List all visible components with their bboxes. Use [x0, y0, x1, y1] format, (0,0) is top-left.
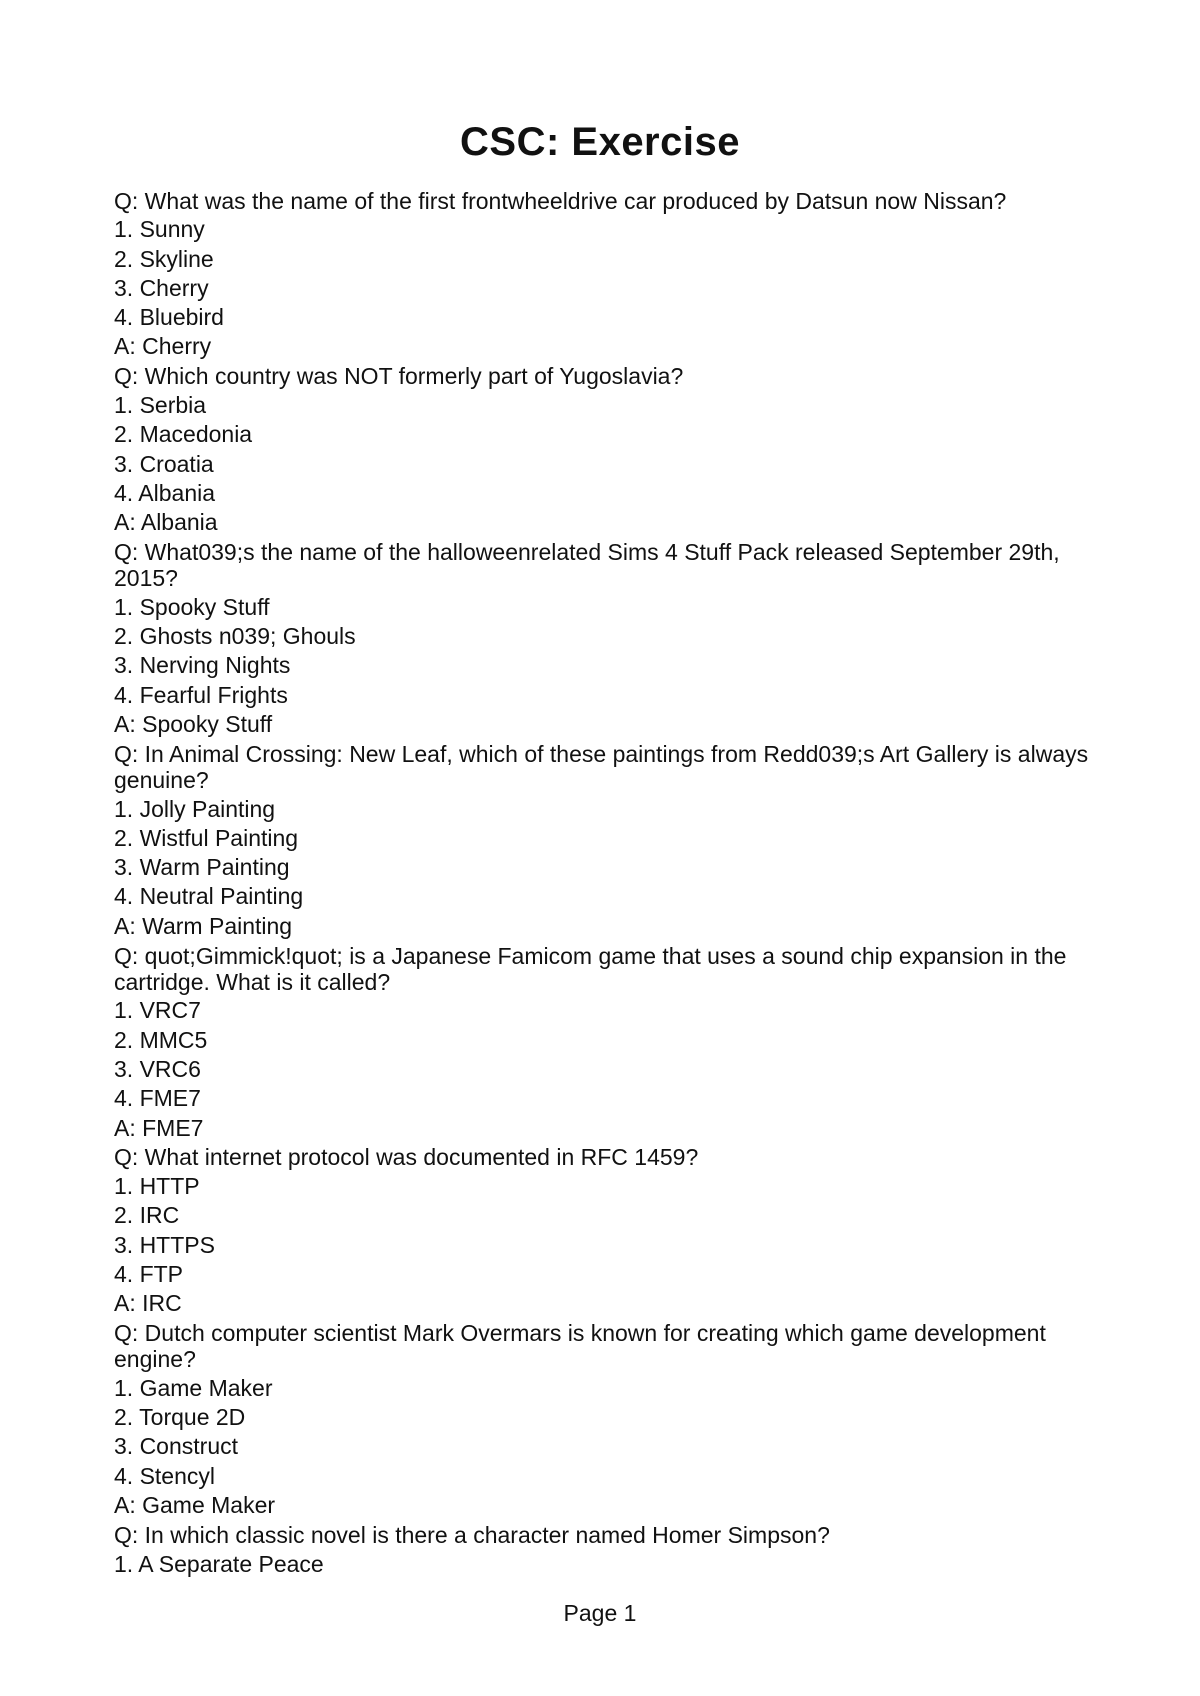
answer-option: 4. Fearful Frights [114, 681, 288, 708]
question-block [114, 362, 1094, 538]
answer-option: 4. Neutral Painting [114, 883, 304, 910]
question-text: Q: What internet protocol was documented in RFC 1459? [114, 1144, 699, 1171]
answer-option: 2. Macedonia [114, 421, 253, 448]
correct-answer: A: Warm Painting [114, 912, 293, 939]
correct-answer: A: Cherry [114, 333, 212, 360]
question-text: Q: What039;s the name of the halloweenrelated Sims 4 Stuff Pack released September 29th, 2015? [114, 539, 1060, 592]
question-block [114, 1143, 1094, 1319]
page-title: CSC: Exercise [460, 120, 740, 164]
answer-option: 2. MMC5 [114, 1026, 208, 1053]
question-text: Q: What was the name of the first frontwheeldrive car produced by Datsun now Nissan? [114, 187, 1007, 214]
question-text: Q: Which country was NOT formerly part of Yugoslavia? [114, 363, 684, 390]
correct-answer: A: Albania [114, 509, 218, 536]
answer-option: 4. FTP [114, 1261, 184, 1287]
answer-option: 3. VRC6 [114, 1055, 201, 1082]
answer-option: 1. VRC7 [114, 997, 201, 1024]
correct-answer: A: IRC [114, 1290, 182, 1317]
answer-option: 2. Torque 2D [114, 1404, 246, 1431]
answer-option: 1. Serbia [114, 392, 207, 419]
correct-answer: A: FME7 [114, 1114, 204, 1141]
answer-option: 1. A Separate Peace [114, 1550, 324, 1577]
answer-option: 1. Spooky Stuff [114, 593, 270, 620]
question-list [114, 186, 1094, 1579]
answer-option: 4. Stencyl [114, 1462, 215, 1489]
answer-option: 4. Bluebird [114, 304, 224, 331]
question-block [114, 1520, 1094, 1579]
question-block [114, 1319, 1094, 1521]
answer-option: 2. Ghosts n039; Ghouls [114, 623, 356, 650]
answer-option: 3. Nerving Nights [114, 652, 291, 679]
question-text: Q: quot;Gimmick!quot; is a Japanese Famicom game that uses a sound chip expansion in the cartridge. What is it called? [114, 942, 1067, 995]
question-text: Q: In Animal Crossing: New Leaf, which of these paintings from Redd039;s Art Gallery is always genuine? [114, 740, 1089, 793]
question-block [114, 739, 1094, 941]
correct-answer: A: Spooky Stuff [114, 711, 273, 737]
answer-option: 3. HTTPS [114, 1231, 215, 1258]
answer-option: 2. Skyline [114, 245, 214, 272]
answer-option: 1. Sunny [114, 216, 205, 243]
page-number: Page 1 [563, 1600, 637, 1626]
question-text: Q: In which classic novel is there a character named Homer Simpson? [114, 1521, 830, 1548]
correct-answer: A: Game Maker [114, 1492, 276, 1519]
question-block [114, 538, 1094, 740]
answer-option: 4. Albania [114, 479, 216, 506]
answer-option: 2. Wistful Painting [114, 824, 299, 851]
question-block [114, 186, 1094, 362]
answer-option: 1. Jolly Painting [114, 795, 276, 822]
answer-option: 1. Game Maker [114, 1374, 273, 1401]
question-text: Q: Dutch computer scientist Mark Overmars is known for creating which game development engine? [114, 1320, 1046, 1373]
answer-option: 1. HTTP [114, 1173, 200, 1200]
answer-option: 3. Cherry [114, 274, 209, 301]
question-block [114, 941, 1094, 1143]
answer-option: 3. Construct [114, 1433, 238, 1460]
answer-option: 3. Warm Painting [114, 854, 290, 881]
answer-option: 4. FME7 [114, 1085, 201, 1112]
answer-option: 2. IRC [114, 1202, 180, 1229]
answer-option: 3. Croatia [114, 450, 214, 477]
